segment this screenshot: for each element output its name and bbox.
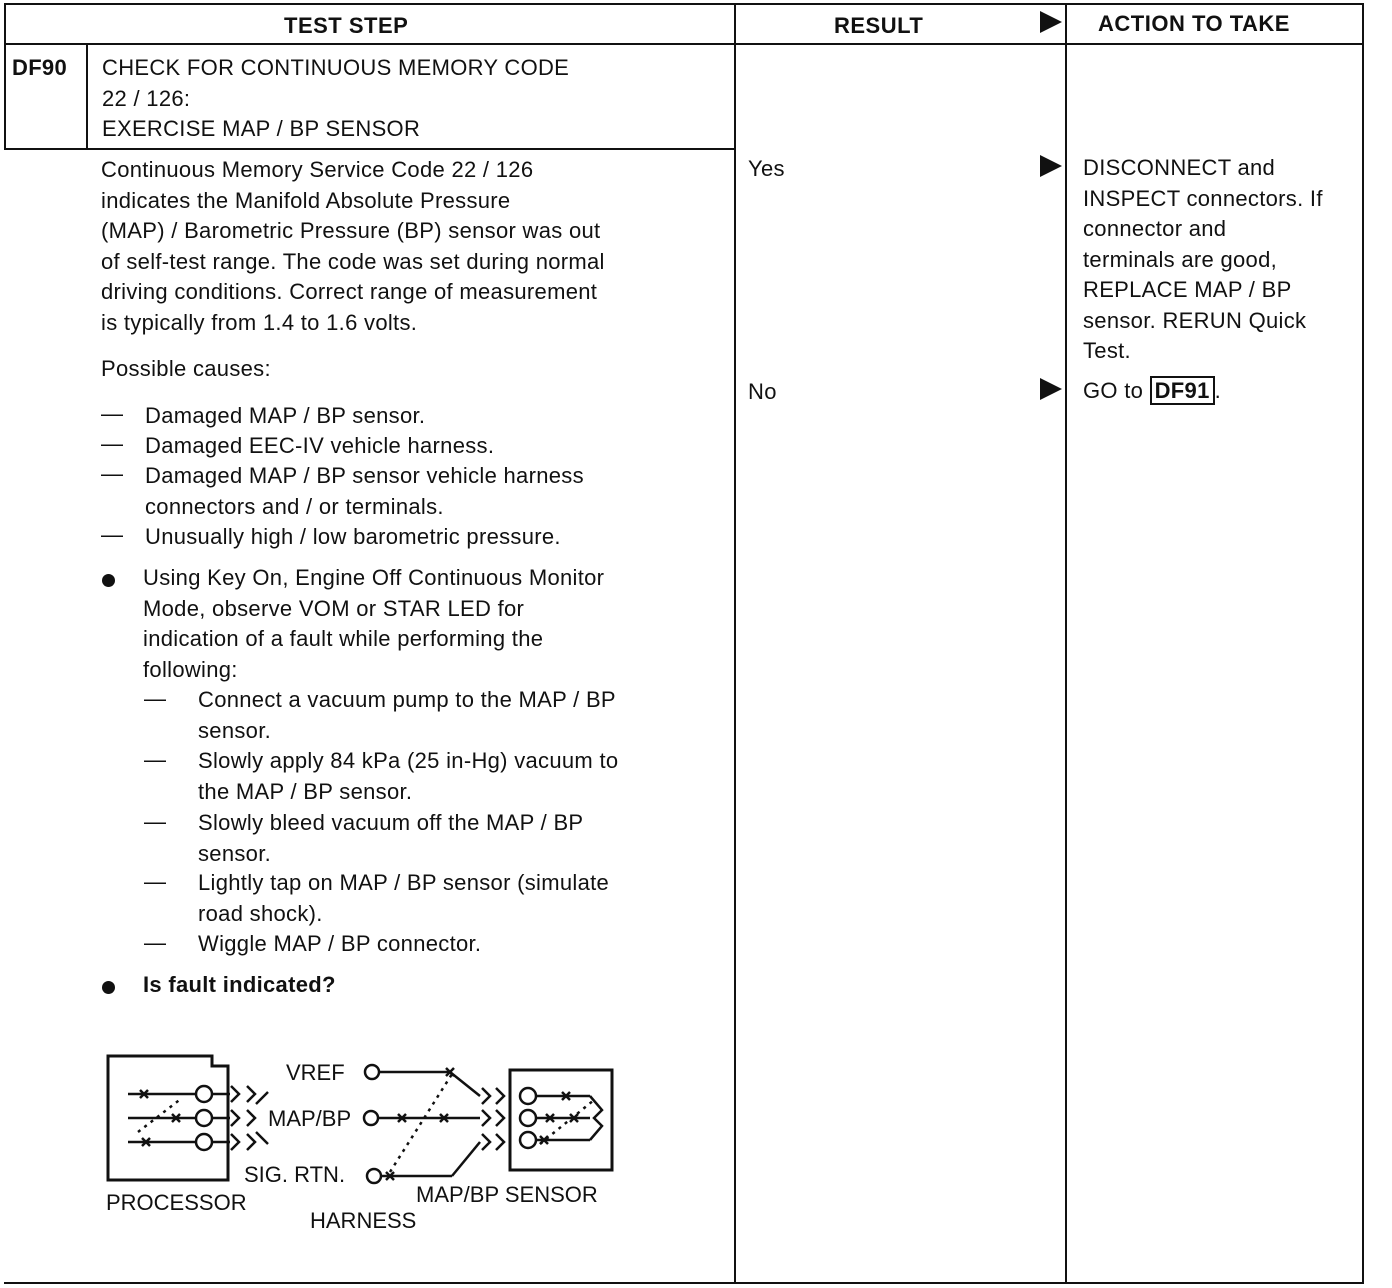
substep-item: Slowly bleed vacuum off the MAP / BP: [198, 810, 584, 835]
step-title-line: EXERCISE MAP / BP SENSOR: [102, 116, 421, 141]
step-title-line: CHECK FOR CONTINUOUS MEMORY CODE: [102, 55, 570, 80]
substep-item: Connect a vacuum pump to the MAP / BP: [198, 687, 616, 712]
procedure-line: Mode, observe VOM or STAR LED for: [143, 595, 525, 621]
header-test-step: TEST STEP: [284, 13, 409, 38]
action-yes: [1083, 153, 1323, 367]
substep-item: Wiggle MAP / BP connector.: [198, 931, 482, 956]
label-harness: HARNESS: [310, 1208, 417, 1233]
header-action: ACTION TO TAKE: [1098, 11, 1290, 36]
cause-item-continued: connectors and / or terminals.: [145, 494, 444, 519]
table-left-border: [4, 3, 6, 150]
action-yes-line: INSPECT connectors. If: [1083, 185, 1323, 211]
cause-dash-icon: —: [101, 401, 123, 426]
substep-dash-icon: —: [144, 869, 166, 894]
cause-dash-icon: —: [101, 522, 123, 547]
label-map-bp: MAP/BP: [268, 1106, 352, 1131]
harness-wires: [364, 1065, 480, 1183]
processor-connector: [231, 1086, 268, 1150]
table-top-border: [4, 3, 1364, 5]
df91-step-link[interactable]: DF91: [1150, 376, 1215, 405]
label-vref: VREF: [286, 1060, 345, 1085]
action-yes-line: sensor. RERUN Quick: [1083, 307, 1307, 333]
causes-heading: Possible causes:: [101, 356, 271, 381]
result-no: No: [748, 379, 777, 404]
cause-item: Damaged MAP / BP sensor.: [145, 403, 426, 428]
sensor-connector: [482, 1088, 504, 1150]
action-no-suffix: .: [1214, 378, 1222, 403]
description-line: driving conditions. Correct range of measurement: [101, 279, 598, 304]
cause-item: Unusually high / low barometric pressure.: [145, 524, 561, 549]
description-line: is typically from 1.4 to 1.6 volts.: [101, 309, 418, 335]
cause-item: Damaged EEC-IV vehicle harness.: [145, 433, 495, 458]
description: [101, 155, 605, 338]
column-divider-1: [734, 3, 736, 1284]
action-no: [1083, 376, 1221, 407]
result-yes-arrow-icon: [1040, 155, 1062, 177]
substep-item-continued: sensor.: [198, 718, 272, 743]
processor-wires: [128, 1086, 230, 1150]
result-no-arrow-icon: [1040, 378, 1062, 400]
action-yes-line: connector and: [1083, 216, 1227, 241]
substep-item-continued: the MAP / BP sensor.: [198, 779, 413, 804]
substep-item-continued: road shock).: [198, 901, 323, 926]
bullet-icon: [102, 574, 115, 587]
substep-dash-icon: —: [144, 686, 166, 711]
table-header-bottom: [4, 43, 1364, 45]
step-id: DF90: [12, 55, 67, 80]
header-result: RESULT: [834, 13, 924, 38]
label-sig-rtn: SIG. RTN.: [244, 1162, 346, 1187]
cause-item: Damaged MAP / BP sensor vehicle harness: [145, 463, 584, 488]
cause-dash-icon: —: [101, 431, 123, 456]
table-right-border: [1362, 3, 1364, 1284]
procedure-line: Using Key On, Engine Off Continuous Monitor: [143, 565, 605, 590]
result-yes: Yes: [748, 156, 785, 181]
substep-item: Slowly apply 84 kPa (25 in-Hg) vacuum to: [198, 748, 619, 773]
cause-dash-icon: —: [101, 461, 123, 486]
action-yes-line: DISCONNECT and: [1083, 155, 1276, 180]
sensor-internal: [520, 1088, 602, 1148]
substep-dash-icon: —: [144, 930, 166, 955]
label-processor: PROCESSOR: [106, 1190, 247, 1215]
procedure-line: following:: [143, 656, 238, 682]
action-no-prefix: GO to: [1083, 378, 1144, 403]
action-yes-line: terminals are good,: [1083, 246, 1278, 272]
substep-item-continued: sensor.: [198, 841, 272, 866]
column-divider-2: [1065, 3, 1067, 1284]
action-yes-line: REPLACE MAP / BP: [1083, 277, 1292, 302]
step-title: [102, 53, 569, 145]
procedure: [143, 563, 604, 685]
label-sensor: MAP/BP SENSOR: [416, 1182, 598, 1207]
action-yes-line: Test.: [1083, 338, 1131, 363]
question: Is fault indicated?: [143, 972, 336, 997]
bullet-icon: [102, 981, 115, 994]
wiring-diagram: [100, 1048, 630, 1238]
table-bottom-border: [4, 1282, 1364, 1284]
procedure-line: indication of a fault while performing the: [143, 626, 544, 651]
step-title-line: 22 / 126:: [102, 85, 191, 111]
description-line: of self-test range. The code was set during normal: [101, 248, 605, 274]
step-id-divider: [86, 43, 88, 150]
substep-item: Lightly tap on MAP / BP sensor (simulate: [198, 870, 610, 895]
description-line: (MAP) / Barometric Pressure (BP) sensor was out: [101, 218, 601, 243]
description-line: indicates the Manifold Absolute Pressure: [101, 187, 511, 213]
header-arrow-icon: [1040, 11, 1062, 33]
substep-dash-icon: —: [144, 747, 166, 772]
substep-dash-icon: —: [144, 809, 166, 834]
description-line: Continuous Memory Service Code 22 / 126: [101, 157, 534, 182]
step-title-bottom: [4, 148, 735, 150]
